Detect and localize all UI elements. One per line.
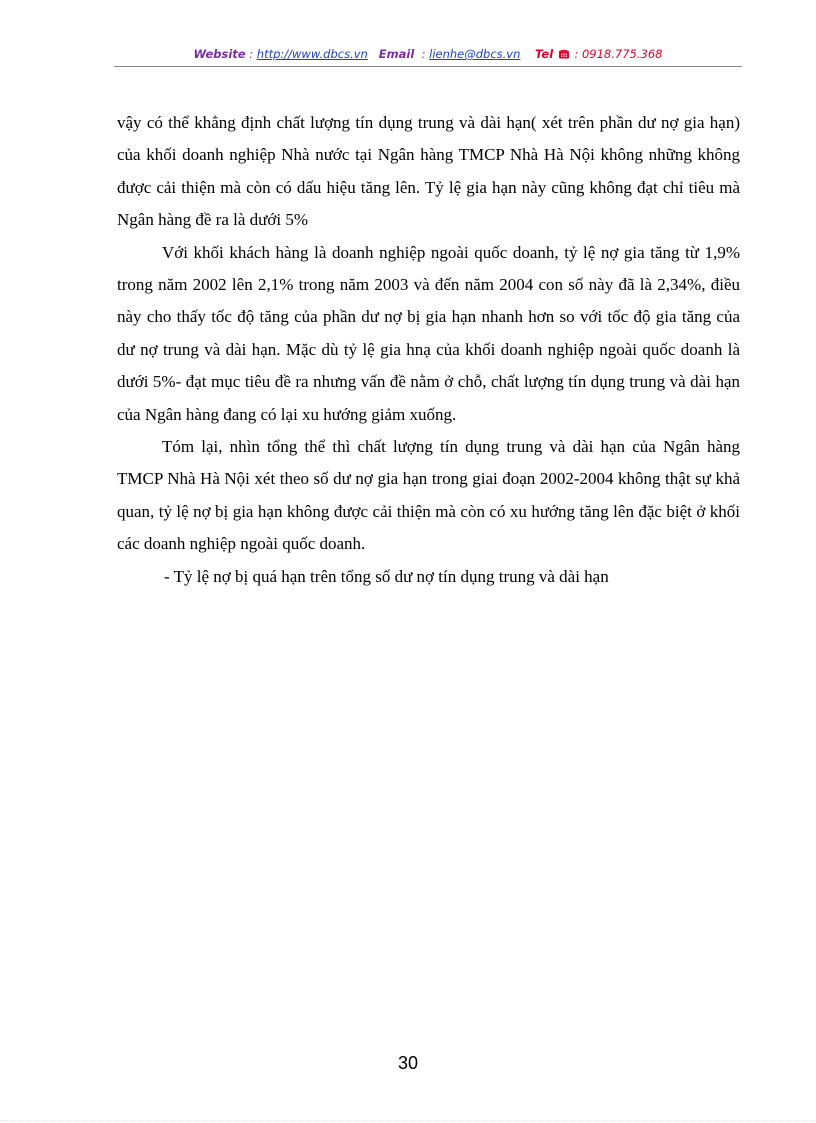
page-header — [114, 46, 742, 62]
document-body — [117, 107, 740, 593]
header-divider — [114, 66, 742, 67]
phone-icon — [558, 47, 570, 58]
footer-divider — [0, 1120, 816, 1121]
email-label: Email — [378, 47, 415, 61]
email-link[interactable]: lienhe@dbcs.vn — [429, 47, 521, 61]
tel-number: : 0918.775.368 — [574, 47, 663, 61]
email-colon: : — [421, 47, 426, 61]
paragraph-non-state-enterprises: Với khối khách hàng là doanh nghiệp ngoài quốc doanh, tỷ lệ nợ gia tăng từ 1,9% trong năm 2002 lên 2,1% trong năm 2003 và đến năm 2004 con số này đã là 2,34%, điều này cho thấy tốc độ tăng của phần dư nợ bị gia hạn nhanh hơn so với tốc độ gia tăng của dư nợ trung và dài hạn. Mặc dù tỷ lệ gia hnạ của khối doanh nghiệp ngoài quốc doanh là dưới 5%- đạt mục tiêu đề ra nhưng vấn đề nằm ở chỗ, chất lượng tín dụng trung và dài hạn của Ngân hàng đang có lại xu hướng giảm xuống. — [117, 242, 740, 424]
paragraph-summary: Tóm lại, nhìn tổng thể thì chất lượng tín dụng trung và dài hạn của Ngân hàng TMCP Nhà Hà Nội xét theo số dư nợ gia hạn trong giai đoạn 2002-2004 không thật sự khả quan, tỷ lệ nợ bị gia hạn không được cải thiện mà còn có xu hướng tăng lên đặc biệt ở khối các doanh nghiệp ngoài quốc doanh. — [117, 437, 740, 554]
website-colon: : — [249, 47, 254, 61]
page-number: 30 — [397, 1053, 419, 1073]
website-link[interactable]: http://www.dbcs.vn — [256, 47, 368, 61]
website-label: Website — [193, 47, 246, 61]
tel-label: Tel — [535, 47, 554, 61]
paragraph-continuation: vậy có thể khẳng định chất lượng tín dụng trung và dài hạn( xét trên phần dư nợ gia hạn) của khối doanh nghiệp Nhà nước tại Ngân hàng TMCP Nhà Hà Nội không những không được cải thiện mà còn có dấu hiệu tăng lên. Tỷ lệ gia hạn này cũng không đạt chỉ tiêu mà Ngân hàng đề ra là dưới 5% — [117, 113, 740, 230]
paragraph-overdue-ratio-heading: - Tỷ lệ nợ bị quá hạn trên tổng số dư nợ tín dụng trung và dài hạn — [164, 566, 609, 586]
